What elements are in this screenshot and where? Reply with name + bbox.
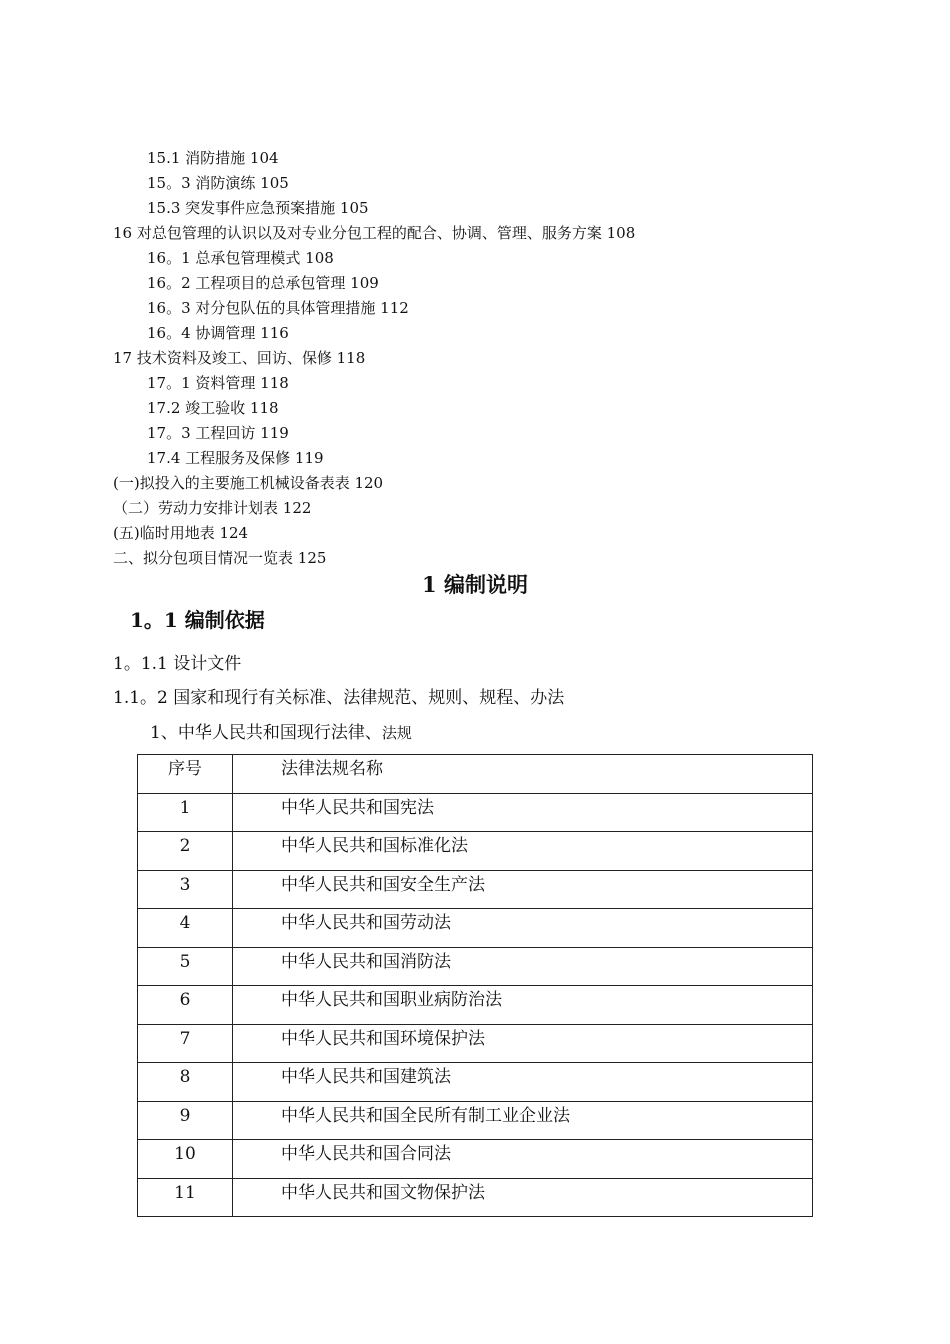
toc-entry[interactable]: (一)拟投入的主要施工机械设备表表 120 — [113, 474, 384, 492]
cell-law-name: 中华人民共和国全民所有制工业企业法 — [233, 1101, 813, 1140]
cell-law-name: 中华人民共和国环境保护法 — [233, 1024, 813, 1063]
header-cell-name: 法律法规名称 — [233, 755, 813, 794]
cell-law-name: 中华人民共和国宪法 — [233, 793, 813, 832]
subsection-heading: 1。1 编制依据 — [130, 608, 265, 632]
toc-entry[interactable]: 15.1 消防措施 104 — [147, 149, 279, 167]
toc-entry[interactable]: （二）劳动力安排计划表 122 — [113, 499, 312, 517]
table-row — [138, 909, 813, 948]
cell-index: 7 — [138, 1024, 233, 1063]
cell-index: 11 — [138, 1178, 233, 1217]
toc-entry[interactable]: 15。3 消防演练 105 — [147, 174, 289, 192]
cell-law-name: 中华人民共和国标准化法 — [233, 832, 813, 871]
cell-law-name: 中华人民共和国合同法 — [233, 1140, 813, 1179]
cell-index: 6 — [138, 986, 233, 1025]
section-heading: 1 编制说明 — [422, 572, 528, 597]
table-row — [138, 1063, 813, 1102]
paragraph-design-files: 1。1.1 设计文件 — [113, 654, 242, 674]
cell-index: 4 — [138, 909, 233, 948]
laws-table — [137, 754, 813, 1217]
toc-entry[interactable]: 17.4 工程服务及保修 119 — [147, 449, 324, 467]
table-row — [138, 832, 813, 871]
cell-law-name: 中华人民共和国劳动法 — [233, 909, 813, 948]
toc-entry[interactable]: (五)临时用地表 124 — [113, 524, 249, 542]
table-row — [138, 1024, 813, 1063]
toc-entry[interactable]: 16。4 协调管理 116 — [147, 324, 289, 342]
table-row — [138, 986, 813, 1025]
paragraph-laws-small: 法规 — [381, 724, 412, 742]
toc-entry[interactable]: 二、拟分包项目情况一览表 125 — [113, 549, 327, 567]
table-row — [138, 870, 813, 909]
cell-index: 9 — [138, 1101, 233, 1140]
cell-law-name: 中华人民共和国建筑法 — [233, 1063, 813, 1102]
toc-entry[interactable]: 16。2 工程项目的总承包管理 109 — [147, 274, 379, 292]
paragraph-standards: 1.1。2 国家和现行有关标准、法律规范、规则、规程、办法 — [113, 688, 565, 708]
cell-index: 8 — [138, 1063, 233, 1102]
cell-index: 5 — [138, 947, 233, 986]
cell-law-name: 中华人民共和国职业病防治法 — [233, 986, 813, 1025]
cell-index: 3 — [138, 870, 233, 909]
toc-entry[interactable]: 16。3 对分包队伍的具体管理措施 112 — [147, 299, 409, 317]
table-row — [138, 947, 813, 986]
cell-law-name: 中华人民共和国文物保护法 — [233, 1178, 813, 1217]
toc-entry[interactable]: 17 技术资料及竣工、回访、保修 118 — [113, 349, 366, 367]
cell-law-name: 中华人民共和国安全生产法 — [233, 870, 813, 909]
toc-entry[interactable]: 16。1 总承包管理模式 108 — [147, 249, 334, 267]
paragraph-laws-main: 1、中华人民共和国现行法律、 — [150, 723, 382, 743]
cell-index: 2 — [138, 832, 233, 871]
toc-entry[interactable]: 17.2 竣工验收 118 — [147, 399, 279, 417]
cell-index: 1 — [138, 793, 233, 832]
toc-entry[interactable]: 17。1 资料管理 118 — [147, 374, 289, 392]
paragraph-laws — [150, 721, 412, 745]
toc-entry[interactable]: 15.3 突发事件应急预案措施 105 — [147, 199, 369, 217]
header-cell-index: 序号 — [138, 755, 233, 794]
table-row — [138, 793, 813, 832]
cell-law-name: 中华人民共和国消防法 — [233, 947, 813, 986]
table-row — [138, 1101, 813, 1140]
toc-entry[interactable]: 17。3 工程回访 119 — [147, 424, 289, 442]
table-row — [138, 1140, 813, 1179]
table-of-contents — [0, 146, 950, 571]
cell-index: 10 — [138, 1140, 233, 1179]
table-row — [138, 1178, 813, 1217]
table-header-row — [138, 755, 813, 794]
toc-entry[interactable]: 16 对总包管理的认识以及对专业分包工程的配合、协调、管理、服务方案 108 — [113, 224, 636, 242]
